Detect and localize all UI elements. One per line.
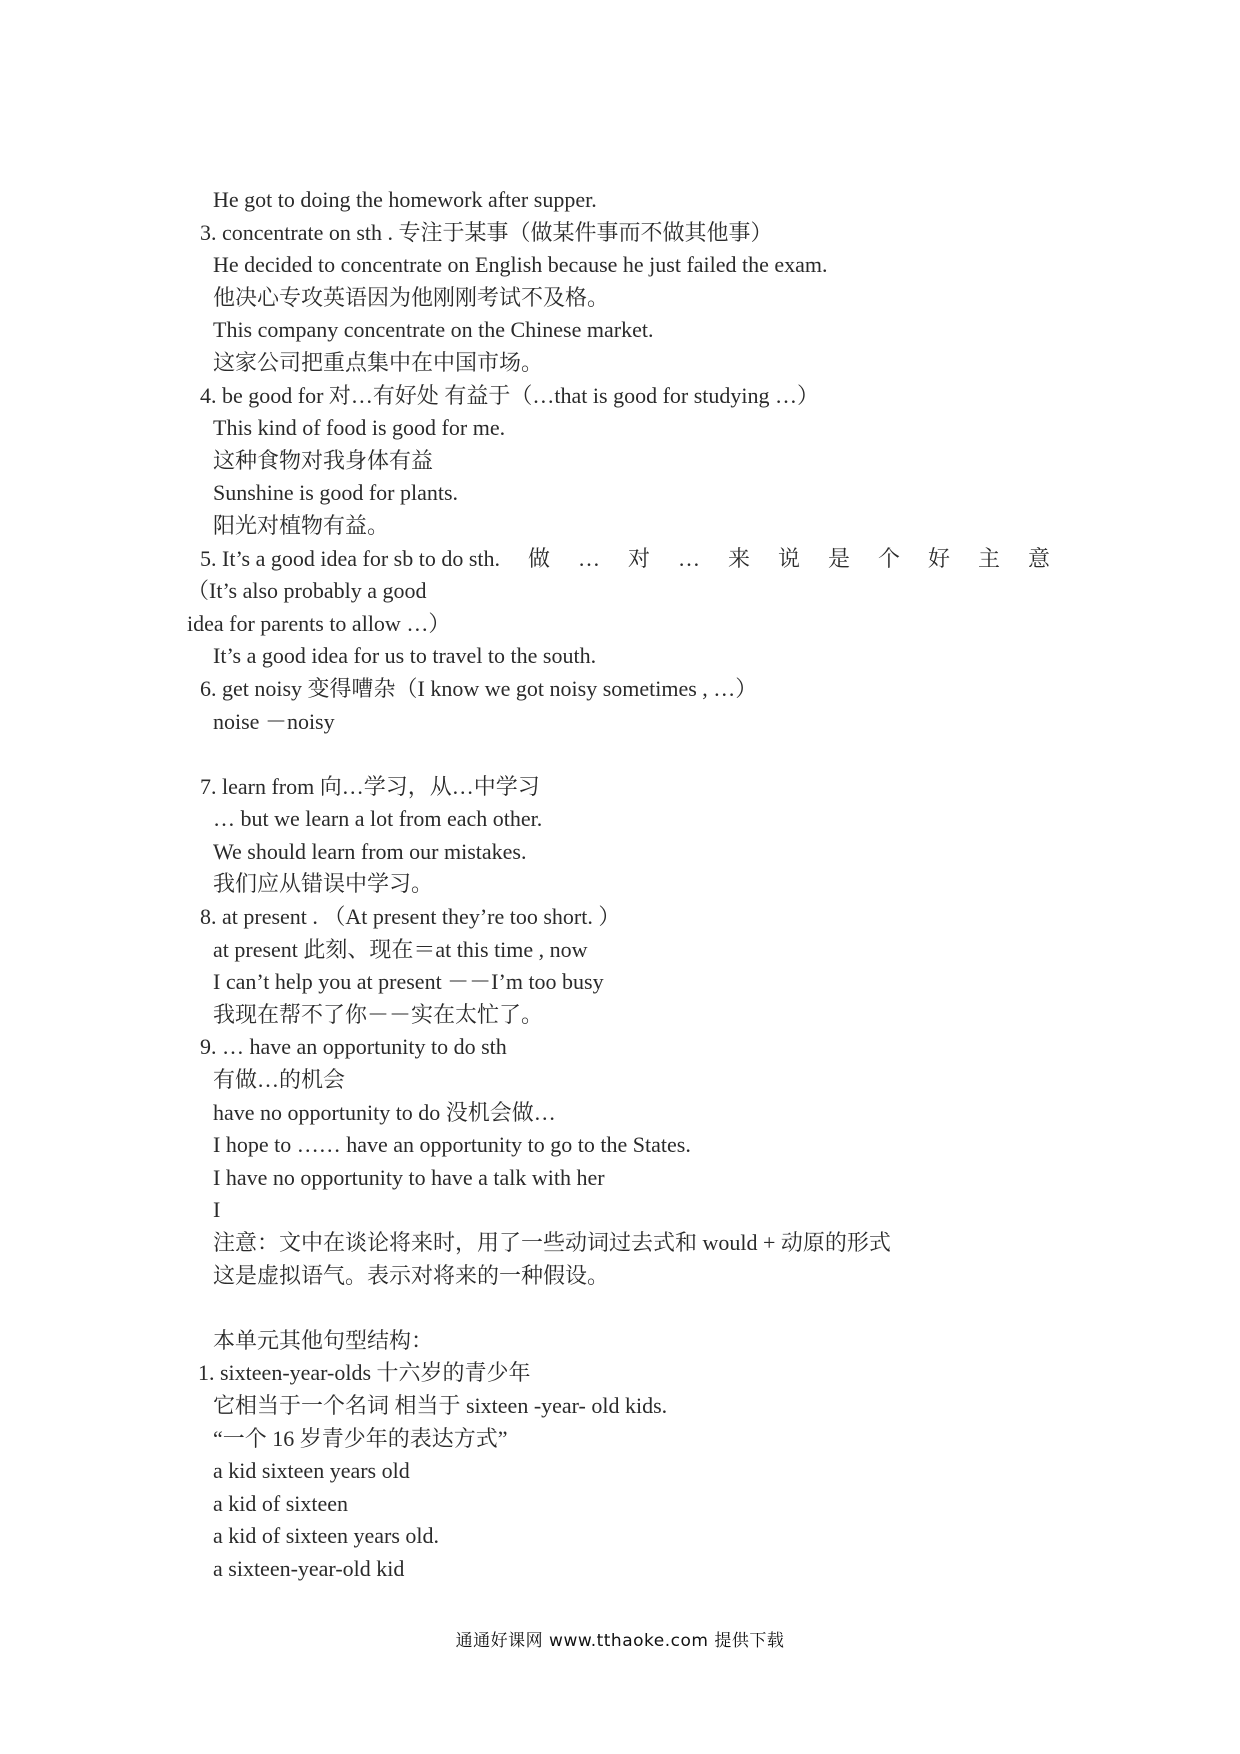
example-translation: 我现在帮不了你－－实在太忙了。 [213, 1001, 544, 1027]
heading-char: … [678, 545, 700, 571]
example-translation: 有做…的机会 [213, 1067, 346, 1093]
example-sentence: 它相当于一个名词 相当于 sixteen -year- old kids. [213, 1392, 668, 1418]
example-sentence: a kid sixteen years old [213, 1458, 410, 1484]
item-heading-1: 1. sixteen-year-olds 十六岁的青少年 [198, 1360, 531, 1386]
example-sentence: I hope to …… have an opportunity to go to the States. [213, 1132, 691, 1158]
example-sentence: have no opportunity to do 没机会做… [213, 1099, 556, 1125]
item-heading-8: 8. at present . （At present they’re too short. ） [200, 904, 621, 930]
example-translation: 阳光对植物有益。 [213, 512, 390, 538]
heading-char: 意 [1027, 545, 1050, 571]
item-heading-5 [0, 543, 1240, 576]
item-heading-3: 3. concentrate on sth . 专注于某事（做某件事而不做其他事） [200, 219, 773, 245]
item-heading-7: 7. learn from 向…学习，从…中学习 [200, 773, 540, 799]
example-translation: 他决心专攻英语因为他刚刚考试不及格。 [213, 284, 610, 310]
heading-char: 好 [927, 545, 950, 571]
heading-char: 来 [727, 545, 750, 571]
example-sentence: This kind of food is good for me. [213, 415, 506, 441]
item-heading-9: 9. … have an opportunity to do sth [200, 1034, 507, 1060]
blank-line [0, 738, 1240, 771]
example-sentence: This company concentrate on the Chinese market. [213, 317, 654, 343]
example-sentence: We should learn from our mistakes. [213, 838, 527, 864]
page-footer: 通通好课网 www.tthaoke.com 提供下载 [455, 1631, 785, 1651]
heading-char: 说 [777, 545, 800, 571]
example-translation: 我们应从错误中学习。 [213, 871, 434, 897]
example-sentence: a kid of sixteen [213, 1490, 349, 1516]
item-heading-6: 6. get noisy 变得嘈杂（I know we got noisy sometimes , …） [200, 675, 758, 701]
page-content [0, 184, 1240, 1586]
example-sentence: I can’t help you at present －－I’m too busy [213, 969, 604, 995]
item-heading-5-english: 5. It’s a good idea for sb to do sth. [200, 545, 501, 571]
example-sentence: It’s a good idea for us to travel to the south. [213, 643, 597, 669]
example-sentence: “一个 16 岁青少年的表达方式” [213, 1425, 508, 1451]
example-sentence: I have no opportunity to have a talk with her [213, 1164, 605, 1190]
heading-char: … [578, 545, 601, 571]
note: 注意：文中在谈论将来时，用了一些动词过去式和 would + 动原的形式 [213, 1230, 891, 1255]
heading-char: 个 [877, 545, 900, 571]
example-sentence: noise －noisy [213, 708, 335, 734]
blank-line [0, 1292, 1240, 1325]
example-sentence: … but we learn a lot from each other. [213, 806, 543, 832]
example-sentence: He got to doing the homework after supper. [213, 187, 597, 212]
example-sentence: a kid of sixteen years old. [213, 1523, 440, 1549]
example-sentence: a sixteen-year-old kid [213, 1555, 405, 1581]
stray-text: I [213, 1197, 221, 1223]
heading-continuation: （It’s also probably a good [187, 578, 427, 604]
note: 这是虚拟语气。表示对将来的一种假设。 [213, 1262, 610, 1288]
heading-char: 主 [977, 545, 1000, 571]
heading-continuation: idea for parents to allow …） [187, 610, 451, 636]
section-heading: 本单元其他句型结构： [213, 1327, 434, 1353]
example-sentence: at present 此刻、现在＝at this time , now [213, 936, 588, 962]
example-translation: 这种食物对我身体有益 [213, 447, 434, 473]
heading-char: 对 [628, 545, 651, 571]
item-heading-4: 4. be good for 对…有好处 有益于（…that is good for studying …） [200, 382, 820, 408]
heading-char: 做 [528, 545, 551, 571]
heading-char: 是 [827, 545, 850, 571]
example-translation: 这家公司把重点集中在中国市场。 [213, 349, 544, 375]
example-sentence: Sunshine is good for plants. [213, 480, 459, 506]
example-sentence: He decided to concentrate on English because he just failed the exam. [213, 252, 828, 278]
